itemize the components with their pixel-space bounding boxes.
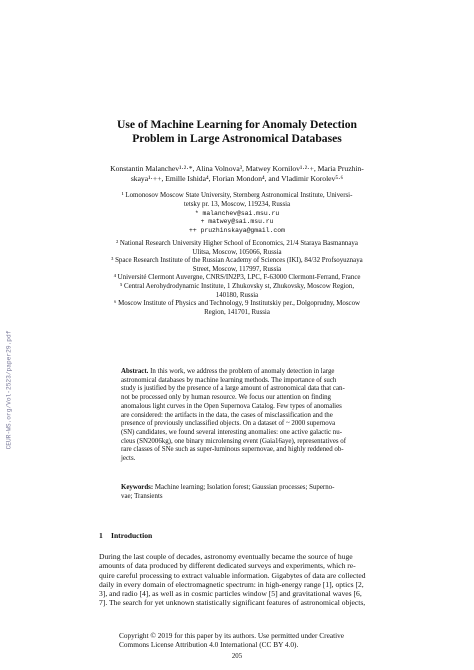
email-list <box>99 210 375 235</box>
body-line: 3], and radio [4], as well as in cosmic particles window [5] and gravitational waves [6, <box>99 589 362 599</box>
affiliation-line: 140180, Russia <box>215 291 259 299</box>
body-line: amounts of data produced by different dedicated surveys and experiments, which re- <box>99 561 356 571</box>
paper-title <box>99 118 375 146</box>
abstract-text: In this work, we address the problem of anomaly detection in large <box>150 368 335 375</box>
copyright-notice <box>119 631 375 649</box>
keywords-line: vae; Transients <box>121 492 163 500</box>
keywords-label: Keywords: <box>121 484 154 491</box>
abstract-line: jects. <box>121 455 136 463</box>
affiliation-line: ⁶ Moscow Institute of Physics and Technology, 9 Institutskiy per., Dolgoprudny, Moscow <box>113 300 361 308</box>
keywords <box>121 484 359 501</box>
title-line: Problem in Large Astronomical Databases <box>132 132 342 145</box>
copyright-line: Commons License Attribution 4.0 International (CC BY 4.0). <box>119 640 299 649</box>
affiliation-line: ⁵ Central Aerohydrodynamic Institute, 1 Zhukovsky st, Zhukovsky, Moscow Region, <box>119 282 355 290</box>
title-line: Use of Machine Learning for Anomaly Detection <box>116 118 357 131</box>
affiliation-line: ² National Research University Higher School of Economics, 21/4 Staraya Basmannaya <box>116 240 358 247</box>
abstract-line: anomalous light curves in the Open Supernova Catalog. Few types of anomalies <box>121 402 342 410</box>
affiliations-2-6 <box>99 240 375 317</box>
abstract-line: astronomical databases by machine learning methods. The importance of such <box>121 376 337 384</box>
affiliation-line: ³ Space Research Institute of the Russian Academy of Sciences (IKI), 84/32 Profsoyuznaya <box>111 257 363 265</box>
author-list <box>99 164 375 184</box>
abstract-line: not be processed only by human resource. We focus our attention on finding <box>121 394 332 402</box>
section-number: 1 <box>99 531 103 540</box>
body-line: During the last couple of decades, astronomy eventually became the source of huge <box>99 552 353 561</box>
body-line: 7]. The search for yet unknown statistically significant features of astronomical objects, <box>99 598 366 608</box>
abstract-line <box>121 368 359 377</box>
affiliation-line: tetsky pr. 13, Moscow, 119234, Russia <box>183 200 291 208</box>
body-text <box>99 552 375 608</box>
abstract-label: Abstract. <box>121 368 149 375</box>
abstract-line: rare classes of SNe such as super-luminous supernovae, and highly reddened ob- <box>121 446 344 454</box>
abstract-line: are considered: the artifacts in the data, the cases of misclassification and the <box>121 411 333 419</box>
section-title: Introduction <box>111 531 153 540</box>
email-line: ++ pruzhinskaya@gmail.com <box>189 226 285 234</box>
author-line: skaya¹·++, Emille Ishida⁴, Florian Mondon⁴, and Vladimir Korolev⁵·⁶ <box>130 174 344 183</box>
affiliation-line: Street, Moscow, 117997, Russia <box>192 265 282 273</box>
email-line: + matwey@sai.msu.ru <box>200 218 274 226</box>
abstract-line: cleus (SN2006kg), one binary microlensing event (Gaia16aye), representatives of <box>121 437 347 445</box>
author-line: Konstantin Malanchev¹·²·*, Alina Volnova³, Matwey Kornilov¹·²·+, Maria Pruzhin- <box>110 164 364 173</box>
body-line: daily in every domain of electromagnetic spectrum: in high-energy range [1], optics [2, <box>99 579 364 589</box>
keywords-text: Machine learning; Isolation forest; Gaussian processes; Superno- <box>154 484 335 491</box>
affiliation-line: Region, 141701, Russia <box>204 308 270 316</box>
email-line: * malanchev@sai.msu.ru <box>194 210 280 217</box>
affiliation-line: ⁴ Université Clermont Auvergne, CNRS/IN2P3, LPC, F-63000 Clermont-Ferrand, France <box>113 274 361 282</box>
copyright-line: Copyright © 2019 for this paper by its authors. Use permitted under Creative <box>119 631 345 640</box>
body-line: quire careful processing to extract valuable information. Gigabytes of data are collected <box>99 570 366 580</box>
ceur-url-label: CEUR-WS.org/Vol-2523/paper29.pdf <box>5 330 13 450</box>
affiliation-1 <box>99 192 375 209</box>
section-heading <box>99 531 152 540</box>
abstract <box>121 368 359 464</box>
abstract-line: presence of previously unclassified objects. On a dataset of ~ 2000 supernova <box>121 420 336 428</box>
affiliation-line: Ulitsa, Moscow, 105066, Russia <box>192 248 282 256</box>
side-label-vertical <box>2 265 16 515</box>
affiliation-line: ¹ Lomonosov Moscow State University, Sternberg Astronomical Institute, Universi- <box>121 192 353 199</box>
page-number: 205 <box>231 653 243 660</box>
keywords-line <box>121 484 359 493</box>
abstract-line: (SN) candidates, we found several interesting anomalies: one active galactic nu- <box>121 428 342 436</box>
abstract-line: study is justified by the presence of a large amount of astronomical data that can- <box>121 385 345 393</box>
